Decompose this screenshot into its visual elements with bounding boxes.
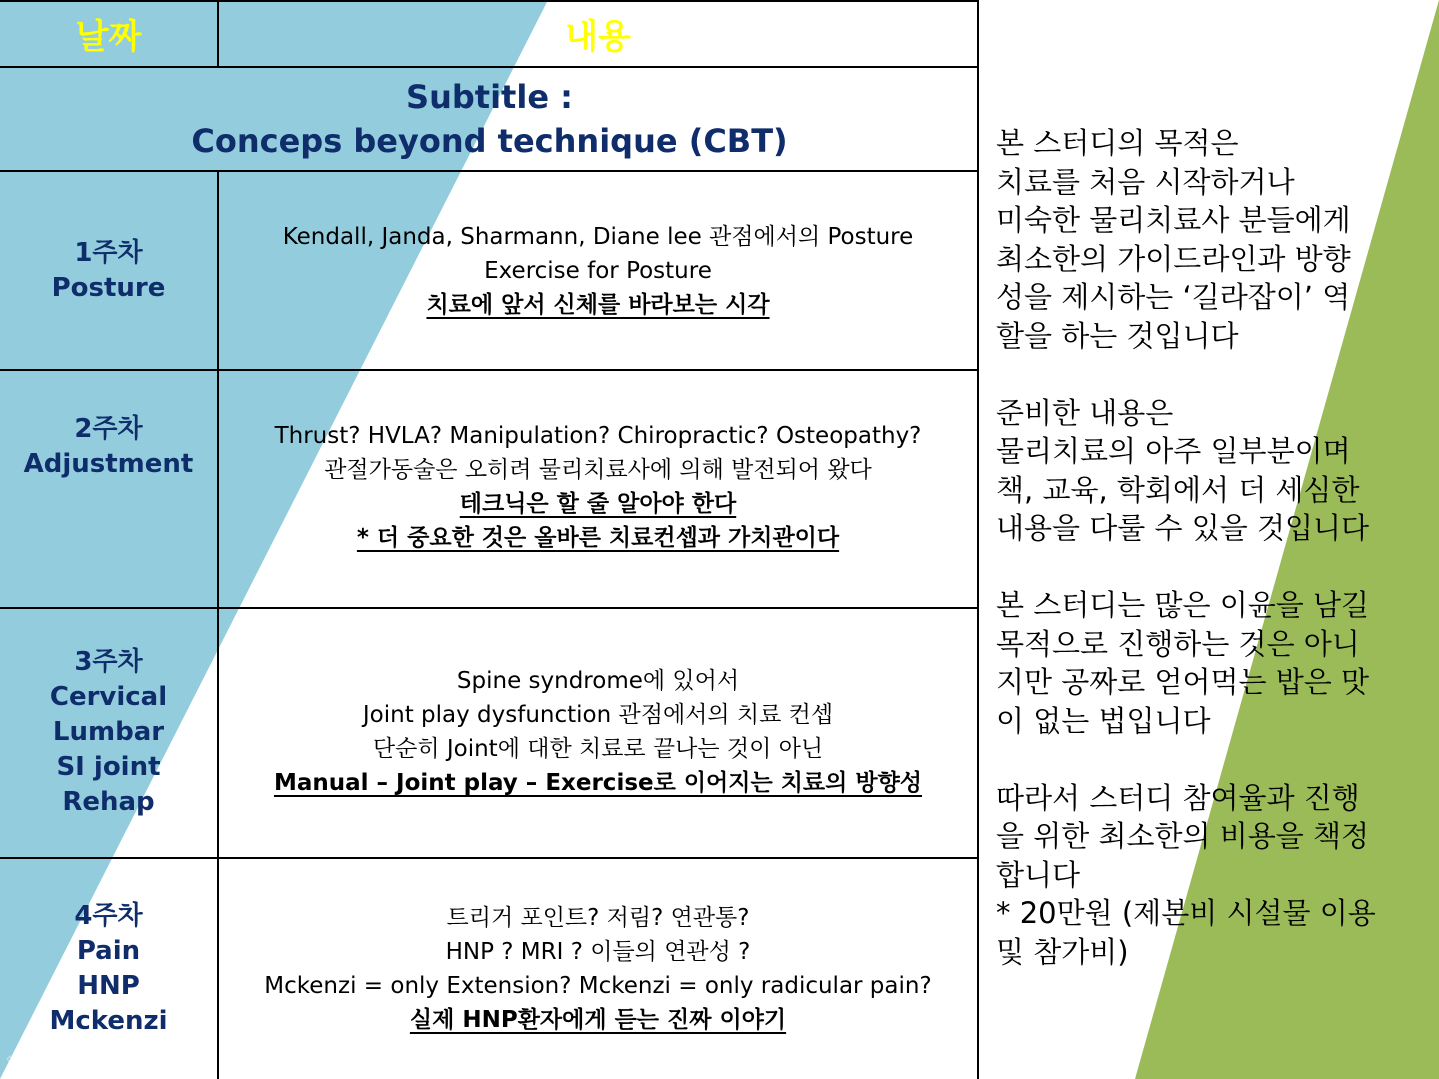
content-emphasis-line: 실제 HNP환자에게 듣는 진짜 이야기 <box>409 1007 787 1033</box>
week-label-line: Mckenzi <box>49 1006 168 1036</box>
week-4-content <box>219 859 977 1079</box>
week-label-line: Adjustment <box>23 449 194 479</box>
note-line <box>996 548 1432 587</box>
note-line: 합니다 <box>996 857 1081 892</box>
week-4-label <box>0 859 217 1079</box>
content-line: 관절가동술은 오히려 물리치료사에 의해 발전되어 왔다 <box>324 457 872 483</box>
slideshow-nav <box>6 1050 91 1068</box>
week-label-line: Rehap <box>62 786 155 817</box>
prev-arrow-icon[interactable]: ⇦ <box>6 1049 20 1068</box>
content-line: 트리거 포인트? 저림? 연관통? <box>446 905 750 931</box>
content-line: Kendall, Janda, Sharmann, Diane lee 관점에서의 Posture <box>282 223 914 250</box>
week-label-line: SI joint <box>56 751 161 782</box>
note-line: * 20만원 (제본비 시설물 이용 <box>996 896 1376 930</box>
note-line: 책, 교육, 학회에서 더 세심한 <box>996 472 1360 507</box>
note-line: 따라서 스터디 참여율과 진행 <box>996 780 1360 815</box>
week-1-label <box>0 172 217 369</box>
week-label-line: 4주차 <box>74 901 143 931</box>
week-3-content <box>219 609 977 855</box>
note-line: 최소한의 가이드라인과 방향 <box>996 241 1351 276</box>
note-line: 지만 공짜로 얻어먹는 밥은 맛 <box>996 665 1370 699</box>
content-header: 내용 <box>565 16 631 57</box>
content-emphasis-line: Manual – Joint play – Exercise로 이어지는 치료의 방향성 <box>273 770 923 796</box>
week-label-line: HNP <box>77 971 140 1001</box>
week-2-content <box>219 371 977 603</box>
subtitle-line-2: Conceps beyond technique (CBT) <box>191 122 788 160</box>
note-line: 목적으로 진행하는 것은 아니 <box>996 626 1360 661</box>
date-header: 날짜 <box>75 16 142 57</box>
note-line: 미숙한 물리치료사 분들에게 <box>996 203 1351 237</box>
content-line: HNP ? MRI ? 이들의 연관성 ? <box>445 939 751 965</box>
content-line: Exercise for Posture <box>484 257 712 284</box>
week-3-label <box>0 609 217 855</box>
note-line: 준비한 내용은 <box>996 395 1174 430</box>
week-label-line: 2주차 <box>74 414 143 444</box>
week-label-line: Cervical <box>49 681 168 712</box>
study-purpose-note <box>996 124 1432 971</box>
content-line: Spine syndrome에 있어서 <box>456 668 740 694</box>
subtitle-block <box>0 68 979 170</box>
pen-icon[interactable]: ✎ <box>29 1049 43 1068</box>
week-label-line: Lumbar <box>52 716 165 747</box>
menu-icon[interactable]: ☰ <box>52 1049 68 1068</box>
note-line: 내용을 다룰 수 있을 것입니다 <box>996 511 1370 545</box>
content-emphasis-line: 치료에 앞서 신체를 바라보는 시각 <box>426 291 770 318</box>
note-line <box>996 355 1432 394</box>
note-line <box>996 740 1432 779</box>
subtitle-line-1: Subtitle : <box>406 78 573 116</box>
note-line: 이 없는 법입니다 <box>996 703 1211 738</box>
content-line: Thrust? HVLA? Manipulation? Chiropractic? Osteopathy? <box>274 423 922 449</box>
note-line: 을 위한 최소한의 비용을 책정 <box>996 819 1370 853</box>
week-label-line: 1주차 <box>74 237 143 268</box>
note-line: 치료를 처음 시작하거나 <box>996 164 1295 199</box>
note-line: 성을 제시하는 ‘길라잡이’ 역 <box>996 280 1351 314</box>
week-1-content <box>219 172 977 369</box>
week-label-line: 3주차 <box>74 646 143 677</box>
week-label-line: Pain <box>76 936 141 966</box>
note-line: 할을 하는 것입니다 <box>996 318 1239 353</box>
content-emphasis-line: * 더 중요한 것은 올바른 치료컨셉과 가치관이다 <box>356 525 840 551</box>
content-emphasis-line: 테크닉은 할 줄 알아야 한다 <box>459 491 737 517</box>
content-line: Mckenzi = only Extension? Mckenzi = only radicular pain? <box>264 973 932 999</box>
note-line: 물리치료의 아주 일부분이며 <box>996 434 1351 468</box>
week-2-label <box>0 371 217 523</box>
note-line: 본 스터디의 목적은 <box>996 126 1239 160</box>
note-line: 본 스터디는 많은 이윤을 남길 <box>996 588 1370 622</box>
week-label-line: Posture <box>51 272 166 303</box>
next-arrow-icon[interactable]: ⇨ <box>77 1049 91 1068</box>
content-line: 단순히 Joint에 대한 치료로 끝나는 것이 아닌 <box>372 736 824 762</box>
note-line: 및 참가비) <box>996 934 1129 969</box>
content-line: Joint play dysfunction 관점에서의 치료 컨셉 <box>362 702 834 728</box>
